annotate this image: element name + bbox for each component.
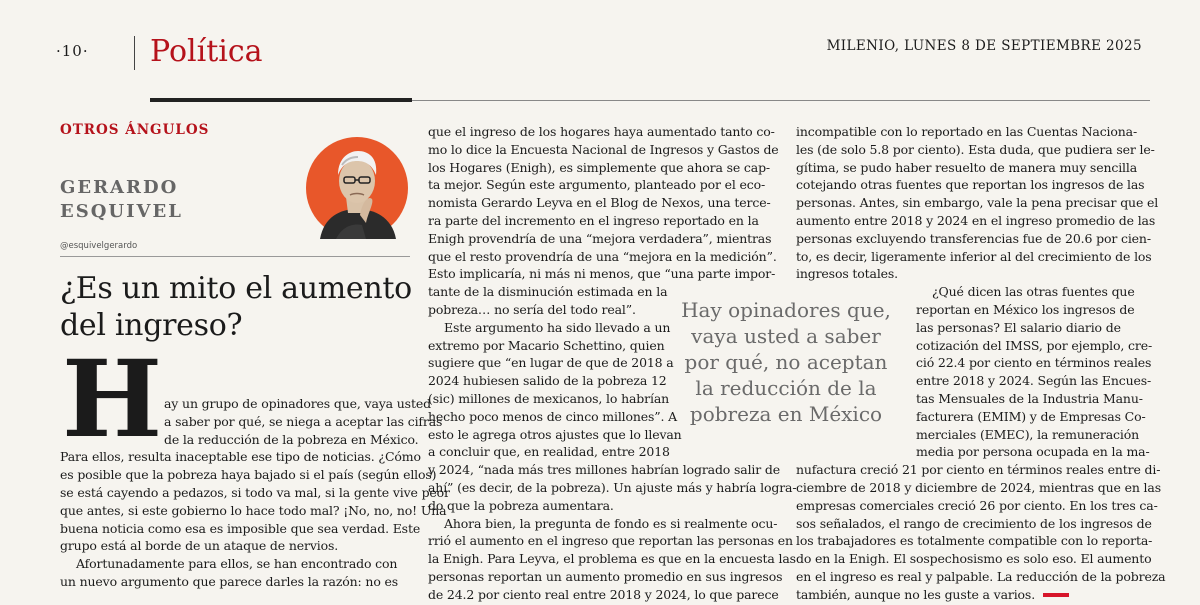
text-line: y 2024, “nada más tres millones habrían logrado salir de	[428, 462, 781, 478]
paragraph	[796, 123, 1159, 283]
text-line: de la reducción de la pobreza en México.	[164, 431, 419, 447]
text-line: Enigh provendría de una “mejora verdadera”, mientras	[428, 230, 772, 246]
text-line: personas excluyendo transferencias fue de 20.6 por cien-	[796, 230, 1151, 246]
header-divider	[134, 36, 135, 70]
text-line: ¿Qué dicen las otras fuentes que	[932, 284, 1135, 300]
text-line: un nuevo argumento que parece darles la razón: no es	[60, 573, 399, 589]
text-line: facturera (EMIM) y de Empresas Co-	[916, 408, 1146, 424]
text-line: sugiere que “en lugar de que de 2018 a	[428, 355, 674, 371]
pull-quote-line: pobreza en México	[689, 402, 883, 426]
text-line: nomista Gerardo Leyva en el Blog de Nexos, una terce-	[428, 195, 771, 211]
text-line: Para ellos, resulta inaceptable ese tipo de noticias. ¿Cómo	[60, 449, 421, 465]
text-line: ció 22.4 por ciento en términos reales	[916, 355, 1152, 371]
text-line: buena noticia como esa es imposible que sea verdad. Este	[60, 520, 421, 536]
text-line: tante de la disminución estimada en la	[428, 284, 668, 300]
text-line: aumento entre 2018 y 2024 en el ingreso promedio de las	[796, 212, 1156, 228]
text-line: Ahora bien, la pregunta de fondo es si realmente ocu-	[444, 515, 778, 531]
text-line: Afortunadamente para ellos, se han encontrado con	[76, 556, 398, 572]
text-line: extremo por Macario Schettino, quien	[428, 337, 665, 353]
text-line: ahí” (es decir, de la pobreza). Un ajuste más y habría logra-	[428, 479, 797, 495]
section-rule-thin	[412, 100, 1150, 101]
text-line: hecho poco menos de cinco millones”. A	[428, 408, 678, 424]
text-line: reportan en México los ingresos de	[916, 301, 1135, 317]
text-line: do que la pobreza aumentara.	[428, 497, 614, 513]
pull-quote-line: la reducción de la	[695, 376, 877, 400]
text-line: de 24.2 por ciento real entre 2018 y 2024, lo que parece	[428, 586, 779, 602]
text-line: las personas? El salario diario de	[916, 319, 1121, 335]
body-column-1	[60, 395, 450, 591]
author-portrait	[306, 137, 408, 239]
text-line: ciembre de 2018 y diciembre de 2024, mientras que en las	[796, 479, 1161, 495]
text-line: rrió el aumento en el ingreso que reportan las personas en	[428, 533, 793, 549]
text-line: nufactura creció 21 por ciento en términos reales entre di-	[796, 462, 1161, 478]
drop-cap: H	[62, 336, 163, 461]
text-line: empresas comerciales creció 26 por ciento. En los tres ca-	[796, 497, 1158, 513]
text-line: a saber por qué, se niega a aceptar las cifras	[164, 413, 443, 429]
text-line: también, aunque no les guste a varios.	[796, 586, 1036, 602]
text-line: (sic) millones de mexicanos, lo habrían	[428, 390, 670, 406]
text-line: les (de solo 5.8 por ciento). Esta duda, que pudiera ser le-	[796, 141, 1155, 157]
text-line: ingresos totales.	[796, 266, 899, 282]
text-line: personas reportan un aumento promedio en sus ingresos	[428, 568, 783, 584]
pull-quote-line: vaya usted a saber	[691, 324, 881, 348]
text-line: merciales (EMEC), la remuneración	[916, 426, 1139, 442]
article-headline	[60, 270, 412, 344]
text-line: 2024 hubiesen salido de la pobreza 12	[428, 373, 667, 389]
body-column-3	[796, 123, 1166, 604]
paragraph	[60, 555, 412, 591]
author-divider	[60, 256, 410, 257]
text-line: la Enigh. Para Leyva, el problema es que en la encuesta las	[428, 551, 796, 567]
paragraph	[428, 515, 796, 604]
text-line: grupo está al borde de un ataque de nervios.	[60, 538, 339, 554]
pull-quote-line: Hay opinadores que,	[681, 298, 891, 322]
text-line: incompatible con lo reportado en las Cuentas Naciona-	[796, 124, 1138, 139]
paragraph	[428, 123, 780, 319]
text-line: los trabajadores es totalmente compatible con lo reporta-	[796, 533, 1153, 549]
section-title: Política	[150, 34, 263, 69]
text-line: ta mejor. Según este argumento, planteado por el eco-	[428, 177, 766, 193]
text-line: ay un grupo de opinadores que, vaya usted	[164, 396, 431, 411]
text-line: do en la Enigh. El sospechosismo es solo eso. El aumento	[796, 551, 1152, 567]
text-line: pobreza… no sería del todo real”.	[428, 301, 636, 317]
text-line: es posible que la pobreza haya bajado si el país (según ellos)	[60, 467, 437, 483]
author-first-name: GERARDO	[60, 177, 179, 198]
text-line: Esto implicaría, ni más ni menos, que “una parte impor-	[428, 266, 776, 282]
text-line: media por persona ocupada en la ma-	[916, 444, 1150, 460]
publication-date: MILENIO, LUNES 8 DE SEPTIEMBRE 2025	[826, 38, 1142, 54]
text-line: Este argumento ha sido llevado a un	[444, 319, 671, 335]
text-line: que antes, si este gobierno lo hace todo mal? ¡No, no, no! Una	[60, 502, 447, 518]
author-last-name: ESQUIVEL	[60, 201, 183, 222]
section-rule-thick	[150, 98, 412, 102]
column-kicker: OTROS ÁNGULOS	[60, 122, 210, 138]
text-line: se está cayendo a pedazos, si todo va mal, si la gente vive peor	[60, 484, 450, 500]
text-line: tas Mensuales de la Industria Manu-	[916, 390, 1143, 406]
pull-quote-line: por qué, no aceptan	[684, 350, 888, 374]
text-line: to, es decir, ligeramente inferior al del crecimiento de los	[796, 248, 1152, 264]
text-line-last	[796, 586, 1148, 604]
paragraph	[60, 395, 450, 555]
paragraph	[796, 283, 1166, 603]
portrait-illustration-icon	[306, 137, 408, 239]
text-line: cotejando otras fuentes que reportan los ingresos de las	[796, 177, 1145, 193]
text-line: sos señalados, el rango de crecimiento de los ingresos de	[796, 515, 1152, 531]
author-handle[interactable]: @esquivelgerardo	[60, 241, 138, 251]
text-line: en el ingreso es real y palpable. La reducción de la pobreza	[796, 568, 1166, 584]
headline-line: ¿Es un mito el aumento	[60, 271, 412, 306]
page-number: ·10·	[56, 42, 89, 60]
author-name	[60, 176, 260, 224]
text-line: personas. Antes, sin embargo, vale la pena precisar que el	[796, 195, 1159, 211]
text-line: gítima, se pudo haber resuelto de manera muy sencilla	[796, 159, 1138, 175]
text-line: entre 2018 y 2024. Según las Encues-	[916, 373, 1152, 389]
text-line: a concluir que, en realidad, entre 2018	[428, 444, 670, 460]
text-line: los Hogares (Enigh), es simplemente que ahora se cap-	[428, 159, 770, 175]
headline-line: del ingreso?	[60, 308, 243, 343]
text-line: esto le agrega otros ajustes que lo llevan	[428, 426, 682, 442]
text-line: mo lo dice la Encuesta Nacional de Ingresos y Gastos de	[428, 141, 779, 157]
text-line: que el ingreso de los hogares haya aumentado tanto co-	[428, 124, 775, 139]
text-line: que el resto provendría de una “mejora en la medición”.	[428, 248, 777, 264]
text-line: cotización del IMSS, por ejemplo, cre-	[916, 337, 1153, 353]
end-mark-icon	[1043, 593, 1069, 597]
text-line: ra parte del incremento en el ingreso reportado en la	[428, 212, 759, 228]
